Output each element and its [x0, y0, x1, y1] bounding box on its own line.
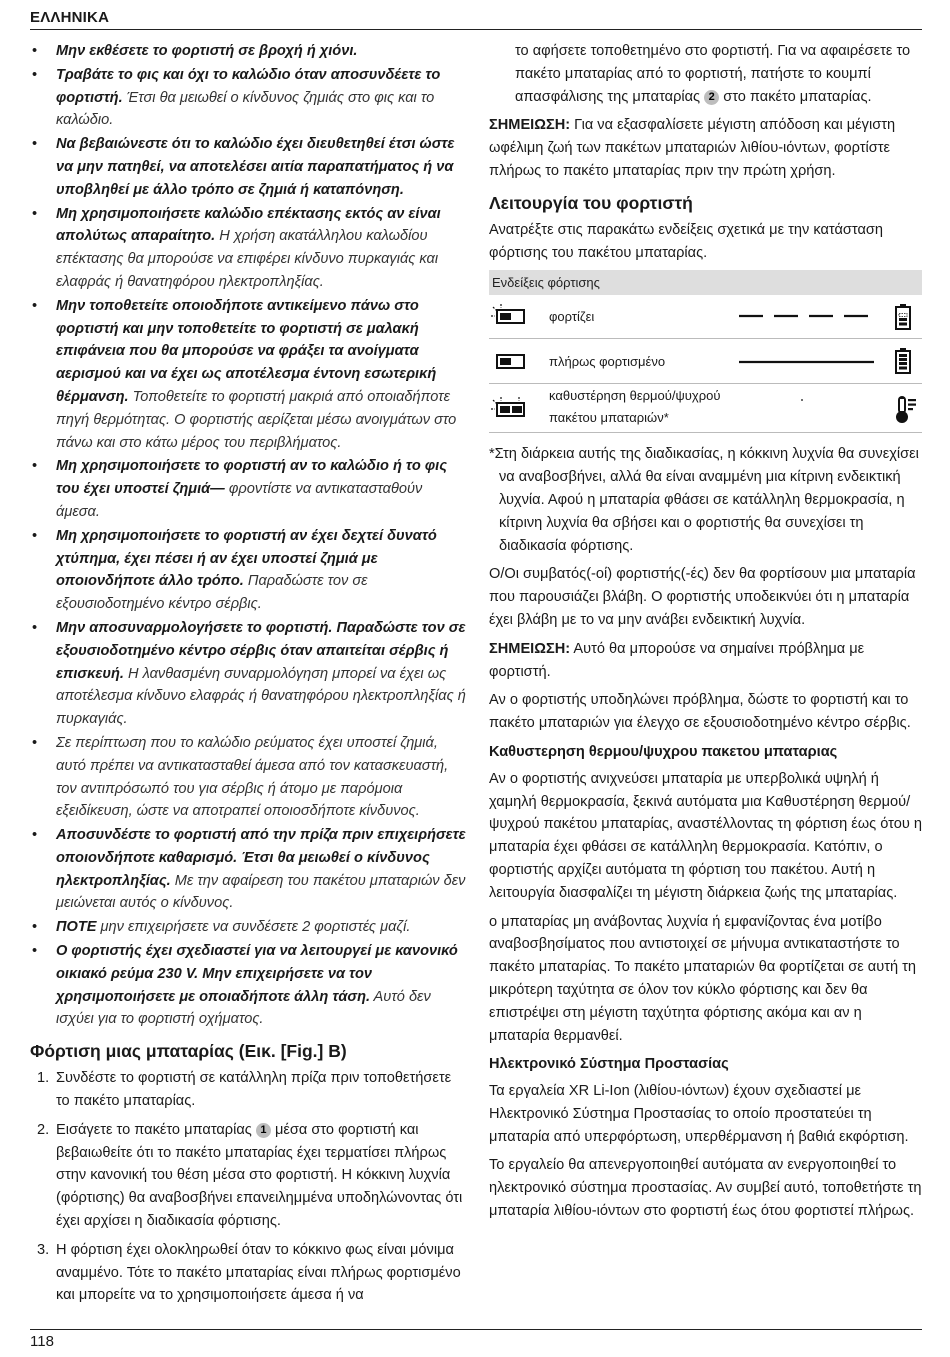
steady-charger-lamp-icon [494, 354, 528, 368]
safety-bullet-item [30, 732, 467, 823]
footnote: *Στη διάρκεια αυτής της διαδικασίας, η κόκκινη λυχνία θα συνεχίσει να αναβοσβήνει, αλλά θα είναι αναμμένη μια κίτρινη ενδεικτική λυχνία. Αφού η μπαταρία φθάσει σε κατάλληλη θερμοκρασία, η κίτρινη λυχνία θα σβήσει και ο φορτιστής θα συνεχίσει τη διαδικασία φόρτισης. [489, 446, 919, 554]
safety-bullet-item [30, 525, 467, 616]
table-row-full [489, 339, 922, 384]
safety-bullet-item [30, 617, 467, 731]
bullet-normal-text: Η χρήση ακατάλληλου καλωδίου επέκτασης θα μπορούσε να επιφέρει κίνδυνο πυρκαγιάς και ελαφράς ή θανατηφόρου ηλεκτροπληξίας. [56, 228, 439, 290]
row-label: φορτίζει [549, 309, 595, 325]
note-paragraph: ΣΗΜΕΙΩΣΗ: Αυτό θα μπορούσε να σημαίνει πρόβλημα με φορτιστή. [489, 640, 865, 680]
safety-bullet-item [30, 203, 467, 294]
header-divider [30, 29, 922, 30]
bullet-bold-text: Ο φορτιστής έχει σχεδιαστεί για να λειτουργεί με κανονικό οικιακό ρεύμα 230 V. Μην επιχειρήσετε να τον χρησιμοποιήσετε με οποιαδήποτε άλλη τάση. [56, 943, 458, 1005]
row-label: πλήρως φορτισμένο [549, 354, 666, 370]
bullet-bold-text: ΠΟΤΕ [56, 919, 97, 936]
dashed-then-solid-pattern [739, 397, 874, 401]
bullet-bold-text: Μη χρησιμοποιήσετε καλώδιο επέκτασης εκτός αν είναι απολύτως απαραίτητο. [56, 205, 441, 245]
row-label: καθυστέρηση θερμού/ψυχρού πακέτου μπαταριών* [549, 388, 721, 426]
footer-divider [30, 1329, 922, 1330]
step-number: 1. [37, 1070, 50, 1087]
table-row-hot-cold-delay [489, 384, 922, 433]
note-label: ΣΗΜΕΙΩΣΗ: [489, 640, 571, 657]
callout-badge: 2 [704, 90, 719, 105]
note-paragraph: ΣΗΜΕΙΩΣΗ: Για να εξασφαλίσετε μέγιστη απόδοση και μέγιστη ωφέλιμη ζωή των πακέτων μπαταριών λιθίου-ιόντων, φορτίστε πλήρως το πακέτο μπαταρίας πριν την πρώτη χρήση. [489, 117, 896, 179]
safety-bullet-item [30, 824, 467, 915]
table-row-charging [489, 295, 922, 339]
bullet-normal-text: Αυτό δεν ισχύει για το φορτιστή οχήματος. [56, 988, 431, 1028]
safety-bullet-item [30, 916, 467, 939]
step-text: Συνδέστε το φορτιστή σε κατάλληλη πρίζα πριν τοποθετήσετε το πακέτο μπαταρίας. [56, 1070, 452, 1110]
paragraph: Το εργαλείο θα απενεργοποιηθεί αυτόματα αν ενεργοποιηθεί το ηλεκτρονικό σύστημα προστασίας. Αν συμβεί αυτό, τοποθετήστε τη μπαταρία λιθίου-ιόντων στο φορτιστή έως ότου φορτιστεί πλήρως. [489, 1157, 922, 1220]
callout-badge: 1 [256, 1123, 271, 1138]
bullet-normal-text: Τοποθετείτε το φορτιστή μακριά από οποιαδήποτε πηγή θερμότητας. Ο φορτιστής αερίζεται μέσω ανοιγμάτων στο πάνω και στο κάτω μέρος του περιβλήματος. [56, 388, 457, 451]
bullet-normal-text: Με την αφαίρεση του πακέτου μπαταριών δεν μειώνεται αυτός ο κίνδυνος. [56, 872, 466, 912]
step-item [30, 1239, 467, 1307]
safety-bullet-item [30, 64, 467, 132]
bullet-bold-text: Μην αποσυναρμολογήσετε το φορτιστή. Παραδώστε τον σε εξουσιοδοτημένο κέντρο σέρβις όταν απαιτείται σέρβις ή επισκευή. [56, 619, 466, 682]
step-number: 2. [37, 1121, 50, 1138]
subsection-title-hot-cold: Καθυστερηση θερμου/ψυχρου πακετου μπαταριας [489, 743, 838, 760]
paragraph: ο μπαταρίας μη ανάβοντας λυχνία ή εμφανίζοντας ένα μοτίβο αναβοσβησίματος που αντιστοιχεί σε μήνυμα αντικαταστήστε το πακέτο μπαταρίας. Το πακέτο μπαταριών θα φορτίζεται σε αυτή τη μικρότερη ταχύτητα σε όλον τον κύκλο φόρτισης και δεν θα επιστρέψει στη μέγιστη ταχύτητα φόρτισης ακόμα και αν η μπαταρία θερμανθεί. [489, 913, 917, 1044]
bullet-bold-text: Μη χρησιμοποιήσετε το φορτιστή αν το καλώδιο ή το φις του έχει υποστεί ζημιά— [56, 458, 447, 498]
safety-bullet-item [30, 40, 467, 63]
safety-bullet-item [30, 940, 467, 1031]
bullet-normal-text: Σε περίπτωση που το καλώδιο ρεύματος έχει υποστεί ζημιά, αυτό πρέπει να αντικατασταθεί άμεσα από τον κατασκευαστή, τον αντιπρόσωπό του για σέρβις ή άτομο με παρόμοια εξειδίκευση, ώστε να αποτραπεί οποιοσδήποτε κίνδυνος. [56, 734, 449, 820]
step-item [30, 1067, 467, 1113]
section-title-charging: Φόρτιση μιας μπαταρίας (Εικ. [Fig.] B) [30, 1041, 347, 1062]
battery-charging-icon [893, 303, 913, 331]
charging-steps [30, 1067, 467, 1307]
paragraph: Αν ο φορτιστής υποδηλώνει πρόβλημα, δώστε το φορτιστή και το πακέτο μπαταριών για έλεγχο σε εξουσιοδοτημένο κέντρο σέρβις. [489, 692, 911, 732]
right-column [489, 40, 922, 1229]
bullet-bold-text: Αποσυνδέστε το φορτιστή από την πρίζα πριν επιχειρήσετε οποιονδήποτε καθαρισμό. Έτσι θα μειωθεί ο κίνδυνος ηλεκτροπληξίας. [56, 827, 466, 889]
bullet-normal-text: μην επιχειρήσετε να συνδέσετε 2 φορτιστές μαζί. [96, 919, 411, 936]
continuation-text: το αφήσετε τοποθετημένο στο φορτιστή. Για να αφαιρέσετε το πακέτο μπαταρίας από το φορτιστή, πατήστε το κουμπί απασφάλισης της μπαταρίας 2 στο πακέτο μπαταρίας. [515, 43, 911, 105]
safety-bullet-list [30, 40, 467, 1031]
bullet-bold-text: Μην εκθέσετε το φορτιστή σε βροχή ή χιόνι. [56, 43, 358, 59]
paragraph: Ο/Οι συμβατός(-οί) φορτιστής(-ές) δεν θα φορτίσουν μια μπαταρία που παρουσιάζει βλάβη. Ο φορτιστής υποδεικνύει ότι η μπαταρία έχει βλάβη με το να μην ανάβει ενδεικτική λυχνία. [489, 566, 916, 628]
paragraph: Τα εργαλεία XR Li-Ion (λιθίου-ιόντων) έχουν σχεδιαστεί με Ηλεκτρονικό Σύστημα Προστασίας το οποίο προστατεύει τη μπαταρία από υπερφόρτωση, υπερθέρμανση ή βαθιά εκφόρτιση. [489, 1083, 909, 1145]
bullet-bold-text: Μην τοποθετείτε οποιοδήποτε αντικείμενο πάνω στο φορτιστή και μην τοποθετείτε το φορτιστή σε μαλακή επιφάνεια που θα μπορούσε να φράξει τα ανοίγματα αερισμού και να έχει ως αποτέλεσμα έντονη εσωτερική θέρμανση. [56, 297, 437, 405]
step-item [30, 1119, 467, 1233]
paragraph: Αν ο φορτιστής ανιχνεύσει μπαταρία με υπερβολικά υψηλή ή χαμηλή θερμοκρασία, ξεκινά αυτόματα μια Καθυστέρηση θερμού/ψυχρού πακέτου μπαταρίας, αναστέλλοντας τη φόρτιση έως ότου η μπαταρία έχει φθάσει σε κατάλληλη θερμοκρασία. Κατόπιν, ο φορτιστής αρχίζει αυτόματα τη φόρτιση του πακέτου. Αυτή η λειτουργία διασφαλίζει τη μέγιστη διάρκεια ζωής της μπαταρίας. [489, 770, 922, 901]
bullet-normal-text: Η λανθασμένη συναρμολόγηση μπορεί να έχει ως αποτέλεσμα κίνδυνο ελαφράς ή θανατηφόρου ηλεκτροπληξίας ή πυρκαγιάς. [56, 665, 466, 728]
note-label: ΣΗΜΕΙΩΣΗ: [489, 117, 571, 134]
step-text: Εισάγετε το πακέτο μπαταρίας [56, 1121, 256, 1138]
subsection-title-protection: Ηλεκτρονικό Σύστημα Προστασίας [489, 1056, 729, 1073]
table-header: Ενδείξεις φόρτισης [489, 270, 922, 295]
language-header: ΕΛΛΗΝΙΚΑ [30, 9, 110, 26]
step-text: μέσα στο φορτιστή και βεβαιωθείτε ότι το πακέτο μπαταρίας έχει τερματίσει πλήρως στην κανονική του θέση μέσα στο φορτιστή. Η κόκκινη λυχνία (φόρτισης) θα αναβοσβήνει επανειλημμένα υποδηλώνοντας ότι έχει αρχίσει η διαδικασία φόρτισης. [56, 1121, 463, 1230]
bullet-normal-text: φροντίστε να αντικατασταθούν άμεσα. [56, 481, 423, 520]
charge-indicator-table [489, 270, 922, 433]
bullet-normal-text: Έτσι θα μειωθεί ο κίνδυνος ζημιάς στο φις και το καλώδιο. [56, 89, 435, 129]
battery-full-icon [893, 347, 913, 375]
bullet-bold-text: Να βεβαιώνεστε ότι το καλώδιο έχει διευθετηθεί έτσι ώστε να μην πατηθεί, να αποτελέσει αιτία παραπατήματος ή να υποβληθεί με άλλο τρόπο σε ζημιά ή καταπόνηση. [56, 136, 455, 198]
blinking-charger-lamp-icon [494, 309, 528, 323]
bullet-normal-text: Παραδώστε τον σε εξουσιοδοτημένο κέντρο σέρβις. [56, 573, 368, 613]
dual-blinking-charger-lamp-icon [494, 402, 528, 416]
safety-bullet-item [30, 133, 467, 201]
safety-bullet-item [30, 295, 467, 455]
left-column [30, 40, 467, 1313]
page-number: 118 [30, 1333, 54, 1350]
bullet-bold-text: Μη χρησιμοποιήσετε το φορτιστή αν έχει δεχτεί δυνατό χτύπημα, έχει πέσει ή αν έχει υποστεί ζημιά με οποιονδήποτε άλλο τρόπο. [56, 527, 437, 590]
step-text: Η φόρτιση έχει ολοκληρωθεί όταν το κόκκινο φως είναι μόνιμα αναμμένο. Τότε το πακέτο μπαταρίας είναι πλήρως φορτισμένο και μπορείτε να το χρησιμοποιήσετε άμεσα ή να [56, 1241, 461, 1304]
safety-bullet-item [30, 455, 467, 523]
thermometer-battery-icon [893, 394, 921, 424]
section-title-charger-operation: Λειτουργία του φορτιστή [489, 192, 693, 213]
solid-pattern [739, 360, 874, 364]
step-number: 3. [37, 1241, 50, 1258]
bullet-bold-text: Τραβάτε το φις και όχι το καλώδιο όταν αποσυνδέετε το φορτιστή. [56, 66, 441, 106]
dashed-pattern [739, 314, 874, 318]
intro-text: Ανατρέξτε στις παρακάτω ενδείξεις σχετικά με την κατάσταση φόρτισης του πακέτου μπαταρίας. [489, 221, 884, 261]
